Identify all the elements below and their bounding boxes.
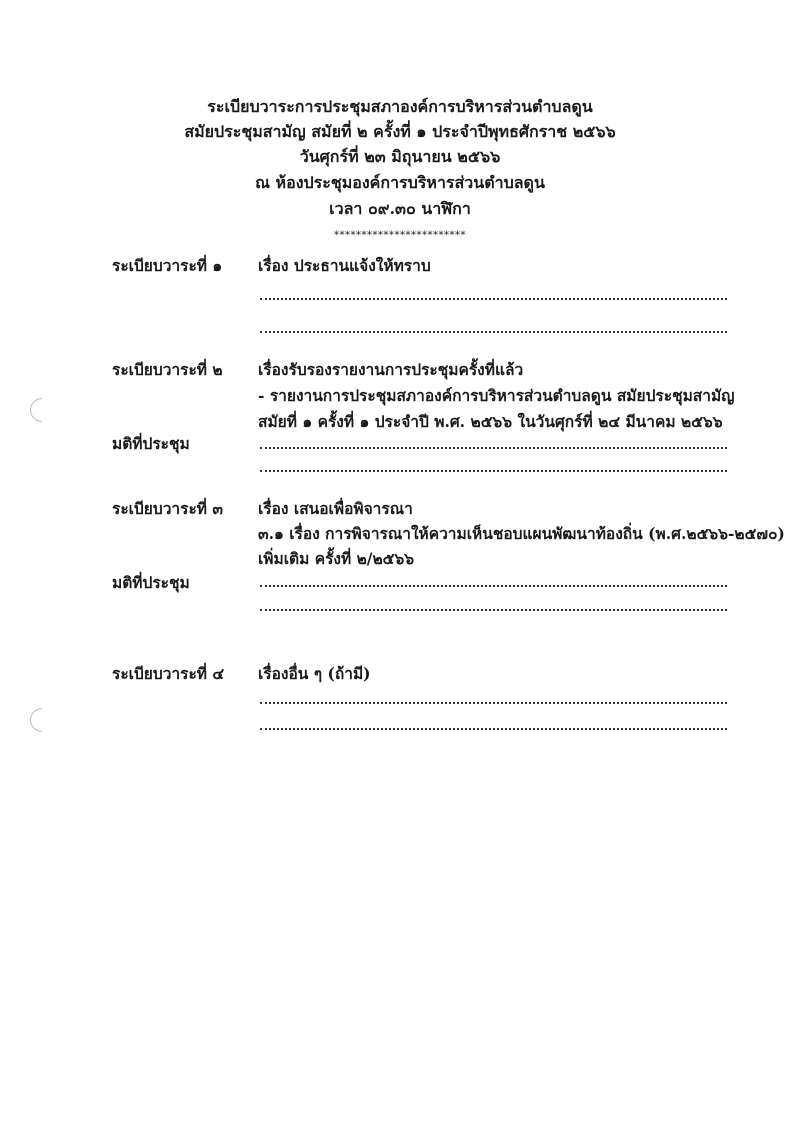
agenda-3-title: เรื่อง เสนอเพื่อพิจารณา bbox=[258, 499, 413, 518]
dotted-line bbox=[260, 609, 727, 611]
header-session: สมัยประชุมสามัญ สมัยที่ ๒ ครั้งที่ ๑ ประจำปีพุทธศักราช ๒๕๖๖ bbox=[184, 122, 616, 141]
punch-hole-mark bbox=[25, 703, 59, 737]
dotted-line bbox=[260, 702, 727, 704]
agenda-3-label: ระเบียบวาระที่ ๓ bbox=[112, 499, 223, 518]
agenda-1-label: ระเบียบวาระที่ ๑ bbox=[112, 256, 223, 275]
dotted-line bbox=[260, 298, 727, 300]
header-location: ณ ห้องประชุมองค์การบริหารส่วนตำบลดูน bbox=[255, 173, 545, 192]
agenda-2-detail-2: สมัยที่ ๑ ครั้งที่ ๑ ประจำปี พ.ศ. ๒๕๖๖ ในวันศุกร์ที่ ๒๔ มีนาคม ๒๕๖๖ bbox=[258, 412, 723, 431]
dotted-line bbox=[260, 331, 727, 333]
dotted-line bbox=[260, 470, 727, 472]
dotted-line bbox=[260, 728, 727, 730]
header-divider: ************************ bbox=[334, 230, 466, 241]
agenda-3-detail-1: ๓.๑ เรื่อง การพิจารณาให้ความเห็นชอบแผนพัฒนาท้องถิ่น (พ.ศ.๒๕๖๖-๒๕๗๐) bbox=[258, 524, 785, 543]
agenda-4-title: เรื่องอื่น ๆ (ถ้ามี) bbox=[258, 664, 371, 683]
header-date: วันศุกร์ที่ ๒๓ มิถุนายน ๒๕๖๖ bbox=[299, 147, 501, 166]
agenda-2-detail-1: - รายงานการประชุมสภาองค์การบริหารส่วนตำบลดูน สมัยประชุมสามัญ bbox=[258, 386, 735, 405]
agenda-2-title: เรื่องรับรองรายงานการประชุมครั้งที่แล้ว bbox=[258, 360, 524, 379]
header-time: เวลา ๐๙.๓๐ นาฬิกา bbox=[329, 199, 471, 218]
agenda-3-resolution-label: มติที่ประชุม bbox=[112, 573, 190, 592]
dotted-line bbox=[260, 585, 727, 587]
agenda-2-label: ระเบียบวาระที่ ๒ bbox=[112, 360, 223, 379]
agenda-1-title: เรื่อง ประธานแจ้งให้ทราบ bbox=[258, 256, 431, 275]
agenda-3-detail-2: เพิ่มเติม ครั้งที่ ๒/๒๕๖๖ bbox=[258, 549, 415, 568]
punch-hole-mark bbox=[25, 393, 59, 427]
header-title: ระเบียบวาระการประชุมสภาองค์การบริหารส่วนตำบลดูน bbox=[207, 97, 593, 116]
agenda-2-resolution-label: มติที่ประชุม bbox=[112, 434, 190, 453]
dotted-line bbox=[260, 447, 727, 449]
agenda-4-label: ระเบียบวาระที่ ๔ bbox=[112, 664, 225, 683]
